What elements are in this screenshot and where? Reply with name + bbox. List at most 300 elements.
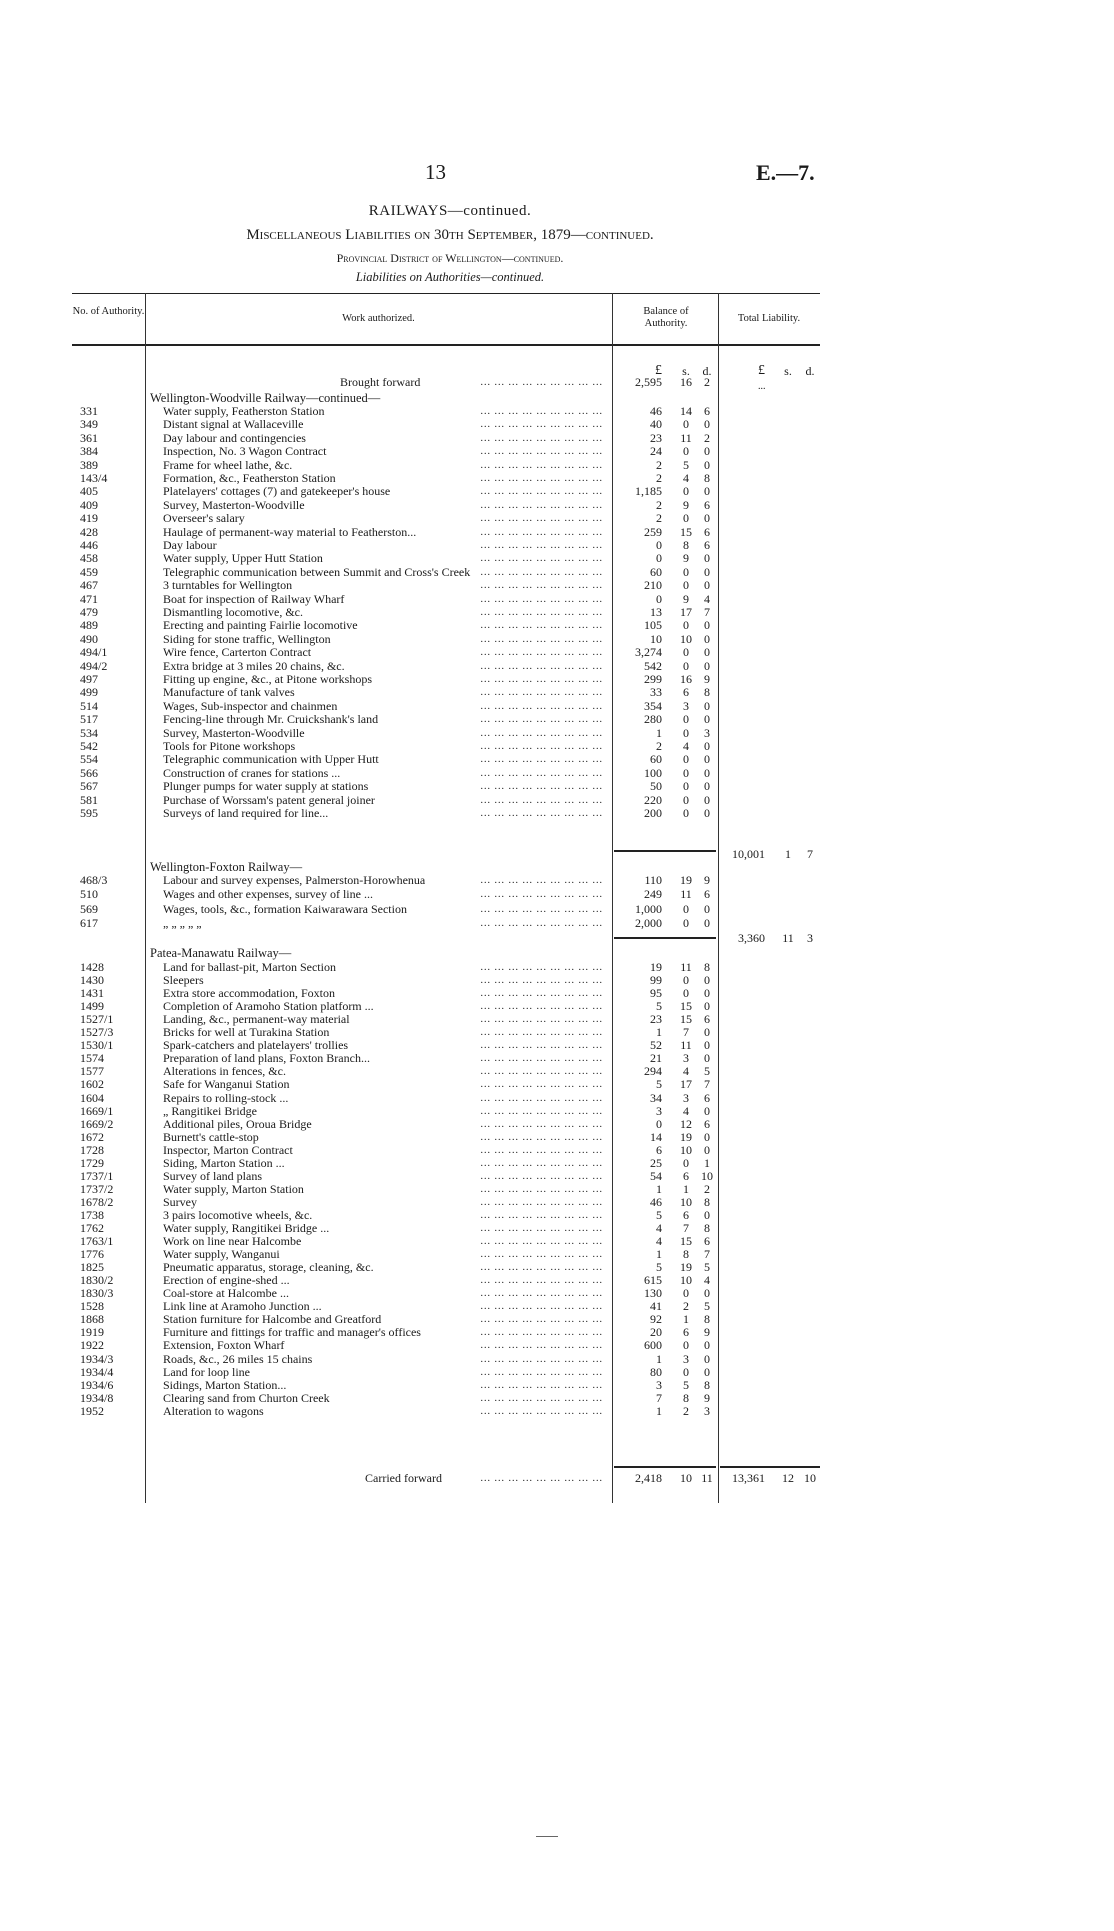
table-row <box>0 606 1114 619</box>
work-description <box>163 1392 603 1405</box>
amount-pence: 0 <box>704 999 710 1014</box>
amount-pence: 2 <box>704 1181 710 1196</box>
leader-dots <box>326 445 603 458</box>
leader-dots <box>303 418 603 431</box>
work-description <box>163 700 603 713</box>
leader-dots <box>331 633 603 646</box>
leader-dots <box>390 485 603 498</box>
work-text: Siding for stone traffic, Wellington <box>163 631 331 646</box>
column-header-total: Total Liability. <box>737 313 801 324</box>
authority-number: 1527/1 <box>80 1012 114 1027</box>
work-description <box>163 727 603 740</box>
total-pounds: 10,001 <box>732 847 765 861</box>
work-text: Erection of engine-shed ... <box>163 1273 290 1288</box>
work-text: Land for loop line <box>163 1364 250 1379</box>
work-text: Day labour <box>163 538 217 552</box>
authority-number: 349 <box>80 417 98 432</box>
amount-pounds: 0 <box>656 551 662 566</box>
amount-pounds: 24 <box>650 444 662 459</box>
leader-dots <box>304 1183 603 1196</box>
amount-shillings: 11 <box>680 430 692 445</box>
table-row <box>0 1092 1114 1105</box>
amount-pounds: 3 <box>656 1377 662 1392</box>
amount-pounds: 40 <box>650 417 662 432</box>
authority-number: 471 <box>80 591 98 606</box>
work-description <box>163 1274 603 1287</box>
amount-shillings: 10 <box>680 1273 692 1288</box>
amount-pounds: 542 <box>644 658 662 673</box>
amount-pence: 9 <box>704 873 710 887</box>
amount-pence: 0 <box>704 564 710 579</box>
amount-pence: 0 <box>704 986 710 1001</box>
work-text: Tools for Pitone workshops <box>163 739 296 753</box>
table-row <box>0 1261 1114 1274</box>
work-text: Extra bridge at 3 miles 20 chains, &c. <box>163 658 345 673</box>
amount-pence: 0 <box>704 806 710 820</box>
work-text: Water supply, Rangitikei Bridge ... <box>163 1221 330 1235</box>
leader-dots <box>348 1039 603 1052</box>
amount-pence: 5 <box>704 1064 710 1079</box>
amount-pounds: 13 <box>650 605 662 619</box>
amount-pounds: 14 <box>650 1129 662 1144</box>
work-description <box>163 1248 603 1261</box>
authority-number: 405 <box>80 484 98 499</box>
group-heading: Patea-Manawatu Railway— <box>150 946 292 960</box>
table-row <box>0 974 1114 987</box>
authority-number: 1574 <box>80 1051 104 1066</box>
section-heading: Liabilities on Authorities—continued. <box>355 270 545 284</box>
work-description <box>163 1222 603 1235</box>
amount-shillings: 9 <box>683 591 689 606</box>
amount-shillings: 19 <box>680 1129 692 1144</box>
amount-shillings: 8 <box>683 538 689 552</box>
authority-number: 479 <box>80 605 98 619</box>
leader-dots <box>292 459 603 472</box>
document-reference: E.—7. <box>756 160 815 185</box>
total-shillings: 12 <box>782 1471 794 1485</box>
amount-shillings: 0 <box>683 915 689 930</box>
work-text: Work on line near Halcombe <box>163 1234 302 1249</box>
amount-pence: 0 <box>704 444 710 459</box>
amount-pounds: 50 <box>650 779 662 794</box>
work-description <box>163 512 603 525</box>
table-row <box>0 432 1114 445</box>
leader-dots <box>421 1326 603 1339</box>
work-text: Safe for Wanganui Station <box>163 1077 290 1092</box>
amount-pounds: 2 <box>656 739 662 753</box>
authority-number: 1430 <box>80 973 104 988</box>
amount-pounds: 3,274 <box>635 645 662 660</box>
amount-pounds: 1,000 <box>635 901 662 916</box>
table-row <box>0 418 1114 431</box>
work-description <box>163 1366 603 1379</box>
amount-pounds: 5 <box>656 1260 662 1275</box>
authority-number: 581 <box>80 792 98 807</box>
authority-number: 1952 <box>80 1403 104 1418</box>
amount-shillings: 5 <box>683 457 689 472</box>
leader-dots <box>257 1105 603 1118</box>
work-description <box>163 432 603 445</box>
leader-dots <box>295 686 603 699</box>
authority-number: 1527/3 <box>80 1025 114 1040</box>
table-row <box>0 660 1114 673</box>
amount-shillings: 15 <box>680 524 692 539</box>
work-description <box>163 579 603 592</box>
authority-number: 1604 <box>80 1090 104 1105</box>
group-heading: Wellington-Woodville Railway—continued— <box>150 391 381 405</box>
table-row <box>0 1235 1114 1248</box>
amount-shillings: 0 <box>683 901 689 916</box>
amount-pence: 0 <box>704 631 710 646</box>
amount-pence: 5 <box>704 1260 710 1275</box>
work-description <box>163 1353 603 1366</box>
work-description <box>163 917 603 930</box>
carried-forward-label: Carried forward <box>365 1471 442 1485</box>
total-placeholder: ... <box>758 381 766 392</box>
table-row <box>0 1105 1114 1118</box>
table-row <box>0 472 1114 485</box>
leader-dots <box>250 1366 603 1379</box>
table-row <box>0 526 1114 539</box>
amount-pounds: 54 <box>650 1168 662 1183</box>
amount-shillings: 10 <box>680 1194 692 1209</box>
amount-pounds: 0 <box>656 538 662 552</box>
page-fold-mark <box>536 1836 558 1837</box>
amount-pence: 7 <box>704 605 710 619</box>
authority-number: 1934/6 <box>80 1377 114 1392</box>
work-description <box>163 445 603 458</box>
table-top-rule <box>72 293 820 294</box>
amount-pence: 6 <box>704 497 710 512</box>
work-description <box>163 794 603 807</box>
table-row <box>0 459 1114 472</box>
work-text: Link line at Aramoho Junction ... <box>163 1299 322 1314</box>
authority-number: 1776 <box>80 1247 104 1262</box>
amount-pounds: 249 <box>644 887 662 902</box>
table-row <box>0 888 1114 901</box>
amount-pounds: 0 <box>656 1116 662 1131</box>
table-row <box>0 1000 1114 1013</box>
amount-shillings: 14 <box>680 404 692 418</box>
work-description <box>163 633 603 646</box>
work-text: Clearing sand from Churton Creek <box>163 1390 330 1405</box>
amount-shillings: 10 <box>680 1142 692 1157</box>
amount-shillings: 16 <box>680 672 692 686</box>
leader-dots <box>330 1392 603 1405</box>
authority-number: 1830/3 <box>80 1286 114 1301</box>
amount-pounds: 280 <box>644 712 662 727</box>
work-text: Extension, Foxton Wharf <box>163 1338 285 1353</box>
page-title: RAILWAYS—continued. <box>368 203 532 219</box>
amount-shillings: 0 <box>683 806 689 820</box>
amount-pounds: 23 <box>650 1012 662 1027</box>
amount-pounds: 23 <box>650 430 662 445</box>
authority-number: 567 <box>80 779 98 794</box>
amount-shillings: 6 <box>683 1168 689 1183</box>
amount-pence: 8 <box>704 1377 710 1392</box>
amount-pence: 0 <box>704 658 710 673</box>
authority-number: 569 <box>80 901 98 916</box>
work-text: Boat for inspection of Railway Wharf <box>163 591 345 606</box>
work-description <box>163 1313 603 1326</box>
amount-pounds: 80 <box>650 1364 662 1379</box>
work-description <box>163 903 603 916</box>
amount-pence: 0 <box>704 578 710 593</box>
authority-number: 361 <box>80 430 98 445</box>
authority-number: 1763/1 <box>80 1234 114 1249</box>
amount-pence: 0 <box>704 1103 710 1118</box>
table-row <box>0 987 1114 1000</box>
authority-number: 595 <box>80 806 98 820</box>
amount-pounds: 5 <box>656 999 662 1014</box>
amount-pence: 0 <box>704 618 710 633</box>
leader-dots <box>358 619 603 632</box>
work-text: Spark-catchers and platelayers' trollies <box>163 1038 349 1053</box>
amount-pounds: 5 <box>656 1077 662 1092</box>
work-description <box>163 713 603 726</box>
amount-pounds: 46 <box>650 1194 662 1209</box>
work-description <box>163 1287 603 1300</box>
authority-number: 1669/2 <box>80 1116 114 1131</box>
work-text: Distant signal at Wallaceville <box>163 417 304 432</box>
amount-shillings: 0 <box>683 578 689 593</box>
amount-shillings: 0 <box>683 564 689 579</box>
amount-pence: 8 <box>704 471 710 485</box>
leader-dots <box>305 727 603 740</box>
table-row <box>0 1170 1114 1183</box>
amount-pence: 10 <box>701 1168 713 1183</box>
amount-shillings: 15 <box>680 1012 692 1027</box>
amount-pence: 9 <box>704 1325 710 1340</box>
work-description <box>163 987 603 1000</box>
table-row <box>0 767 1114 780</box>
leader-dots <box>336 961 603 974</box>
work-text: Siding, Marton Station ... <box>163 1155 285 1170</box>
table-row <box>0 1039 1114 1052</box>
authority-number: 468/3 <box>80 873 108 887</box>
work-text: Burnett's cattle-stop <box>163 1129 259 1144</box>
table-row <box>0 593 1114 606</box>
amount-pence: 0 <box>704 1038 710 1053</box>
carried-forward-row <box>0 1472 1114 1485</box>
work-description <box>163 539 603 552</box>
leader-dots <box>197 1196 603 1209</box>
amount-pounds: 7 <box>656 1390 662 1405</box>
authority-number: 446 <box>80 538 98 552</box>
authority-number: 1934/8 <box>80 1390 114 1405</box>
leader-dots <box>350 1013 603 1026</box>
leader-dots <box>295 740 603 753</box>
work-text: Wages, Sub-inspector and chainmen <box>163 698 338 713</box>
amount-shillings: 6 <box>683 1207 689 1222</box>
amount-pence: 0 <box>704 1207 710 1222</box>
work-description <box>163 646 603 659</box>
amount-pence: 0 <box>704 484 710 499</box>
group-total-row <box>0 932 1114 945</box>
work-description <box>163 1144 603 1157</box>
amount-shillings: 16 <box>680 375 692 389</box>
leader-dots <box>381 1313 603 1326</box>
leader-dots <box>340 767 603 780</box>
work-text: Wages, tools, &c., formation Kaiwarawara Section <box>163 901 407 916</box>
amount-pounds: 200 <box>644 806 662 820</box>
authority-number: 1499 <box>80 999 104 1014</box>
table-row <box>0 1339 1114 1352</box>
balance-rule <box>614 1466 716 1468</box>
work-text: Formation, &c., Featherston Station <box>163 471 336 485</box>
authority-number: 1868 <box>80 1312 104 1327</box>
amount-shillings: 6 <box>683 685 689 700</box>
table-row <box>0 1326 1114 1339</box>
amount-pounds: 3 <box>656 1103 662 1118</box>
table-row <box>0 1026 1114 1039</box>
table-row <box>0 874 1114 887</box>
page-number: 13 <box>425 160 446 184</box>
amount-pounds: 220 <box>644 792 662 807</box>
amount-pence: 6 <box>704 887 710 902</box>
amount-shillings: 3 <box>683 1051 689 1066</box>
work-description <box>163 472 603 485</box>
amount-pence: 0 <box>704 765 710 780</box>
amount-shillings: 0 <box>683 765 689 780</box>
amount-pence: 4 <box>704 591 710 606</box>
district-heading: Provincial District of Wellington—continued. <box>336 251 564 265</box>
amount-shillings: 3 <box>683 1351 689 1366</box>
amount-shillings: 4 <box>683 739 689 753</box>
work-description <box>163 459 603 472</box>
amount-shillings: 4 <box>683 1064 689 1079</box>
leader-dots <box>289 1287 603 1300</box>
authority-number: 566 <box>80 765 98 780</box>
amount-shillings: 0 <box>683 1155 689 1170</box>
amount-shillings: 0 <box>683 658 689 673</box>
amount-shillings: 0 <box>683 1364 689 1379</box>
amount-pence: 3 <box>704 725 710 740</box>
amount-shillings: 0 <box>683 645 689 660</box>
authority-number: 1922 <box>80 1338 104 1353</box>
authority-number: 1530/1 <box>80 1038 114 1053</box>
amount-shillings: 10 <box>680 631 692 646</box>
table-row <box>0 794 1114 807</box>
leader-dots <box>288 1092 603 1105</box>
authority-number: 1428 <box>80 960 104 974</box>
work-text: Roads, &c., 26 miles 15 chains <box>163 1351 313 1366</box>
amount-pounds: 2,000 <box>635 915 662 930</box>
table-row <box>0 1405 1114 1418</box>
authority-number: 389 <box>80 457 98 472</box>
amount-pounds: 1 <box>656 725 662 740</box>
amount-shillings: 2 <box>683 1403 689 1418</box>
amount-pence: 0 <box>704 1051 710 1066</box>
table-row <box>0 917 1114 930</box>
authority-number: 1729 <box>80 1155 104 1170</box>
amount-shillings: 8 <box>683 1247 689 1262</box>
amount-pence: 0 <box>704 457 710 472</box>
leader-dots <box>285 1157 603 1170</box>
authority-number: 499 <box>80 685 98 700</box>
work-text: Coal-store at Halcombe ... <box>163 1286 289 1301</box>
work-description <box>163 686 603 699</box>
amount-pence: 0 <box>704 645 710 660</box>
leader-dots <box>370 1052 603 1065</box>
pound-sign: £ <box>758 363 765 378</box>
amount-shillings: 0 <box>683 1338 689 1353</box>
work-description <box>163 673 603 686</box>
shilling-label: s. <box>682 364 690 378</box>
amount-shillings: 0 <box>683 752 689 767</box>
amount-pence: 0 <box>704 551 710 566</box>
leader-dots <box>259 1131 603 1144</box>
work-text: Water supply, Marton Station <box>163 1181 304 1196</box>
amount-pence: 0 <box>704 792 710 807</box>
work-text: Frame for wheel lathe, &c. <box>163 457 293 472</box>
work-text: Station furniture for Halcombe and Greatford <box>163 1312 382 1327</box>
authority-number: 1737/1 <box>80 1168 114 1183</box>
work-text: Survey of land plans <box>163 1168 262 1183</box>
amount-pounds: 25 <box>650 1155 662 1170</box>
authority-number: 467 <box>80 578 98 593</box>
amount-pence: 9 <box>704 672 710 686</box>
work-description <box>163 1065 603 1078</box>
pence-label: d. <box>702 364 712 378</box>
total-pounds: 13,361 <box>732 1471 765 1485</box>
amount-pence: 6 <box>704 524 710 539</box>
amount-pounds: 19 <box>650 960 662 974</box>
work-description <box>163 619 603 632</box>
table-row <box>0 539 1114 552</box>
work-description <box>163 1013 603 1026</box>
work-text: Alteration to wagons <box>163 1403 264 1418</box>
leader-dots <box>375 794 603 807</box>
amount-pence: 9 <box>704 1390 710 1405</box>
table-row <box>0 1313 1114 1326</box>
amount-pounds: 2 <box>656 457 662 472</box>
table-row <box>0 780 1114 793</box>
leader-dots <box>329 1026 603 1039</box>
amount-pounds: 210 <box>644 578 662 593</box>
amount-pounds: 33 <box>650 685 662 700</box>
work-description <box>163 593 603 606</box>
amount-pounds: 294 <box>644 1064 662 1079</box>
leader-dots <box>379 753 603 766</box>
amount-pence: 8 <box>704 1312 710 1327</box>
work-description <box>163 1026 603 1039</box>
amount-pounds: 259 <box>644 524 662 539</box>
authority-number: 1934/4 <box>80 1364 114 1379</box>
amount-pence: 0 <box>704 417 710 432</box>
amount-pounds: 2 <box>656 471 662 485</box>
total-pounds: 3,360 <box>738 931 765 945</box>
table-row <box>0 499 1114 512</box>
leader-dots <box>204 974 603 987</box>
amount-pence: 0 <box>704 1286 710 1301</box>
amount-pounds: 100 <box>644 765 662 780</box>
amount-pence: 2 <box>704 375 710 389</box>
amount-shillings: 0 <box>683 792 689 807</box>
table-row <box>0 740 1114 753</box>
work-text: Dismantling locomotive, &c. <box>163 605 303 619</box>
authority-number: 554 <box>80 752 98 767</box>
amount-pounds: 1 <box>656 1247 662 1262</box>
pence-label: d. <box>805 364 815 378</box>
work-text: Landing, &c., permanent-way material <box>163 1012 350 1027</box>
leader-dots <box>264 1405 603 1418</box>
amount-pence: 2 <box>704 430 710 445</box>
work-description <box>163 780 603 793</box>
leader-dots <box>284 1339 603 1352</box>
table-row <box>0 1052 1114 1065</box>
work-text: 3 turntables for Wellington <box>163 578 293 593</box>
